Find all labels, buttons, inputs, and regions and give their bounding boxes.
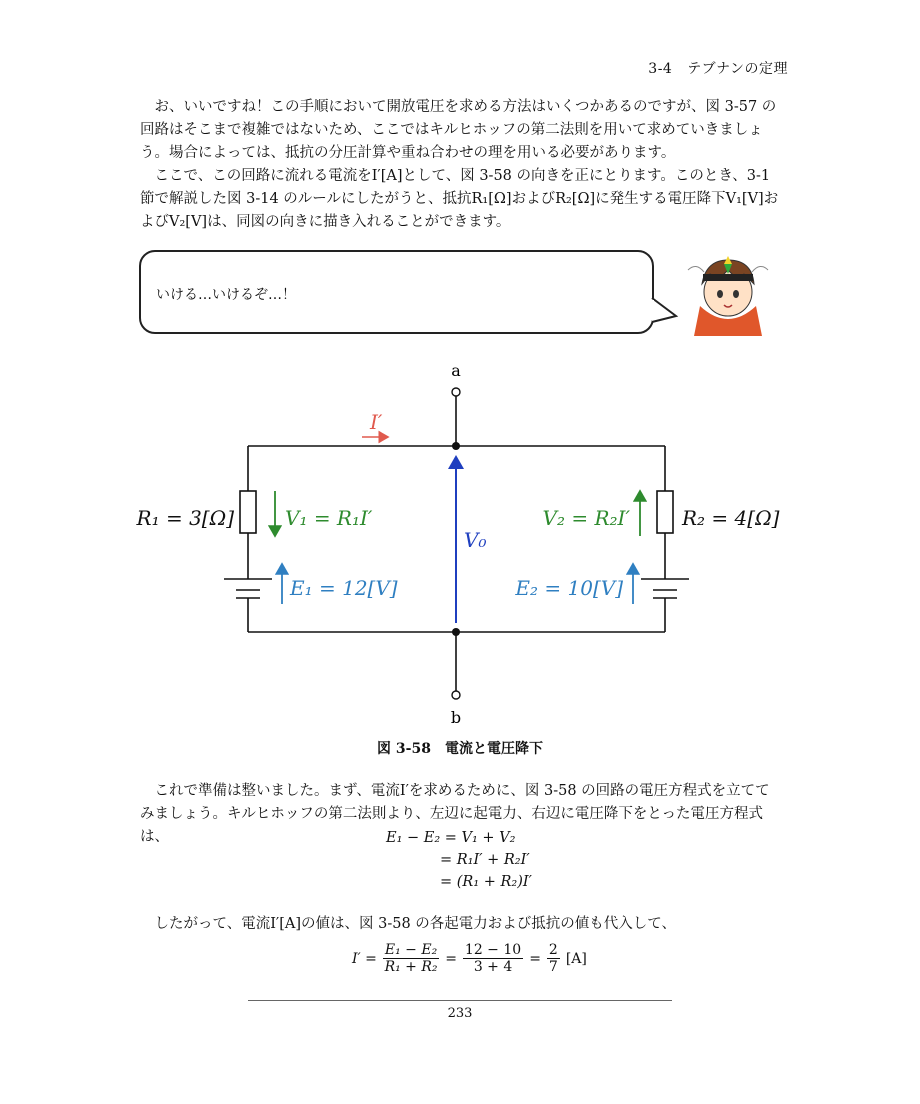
speech-bubble-tail bbox=[650, 296, 680, 326]
label-e2: E₂ = 10[V] bbox=[515, 576, 623, 600]
paragraph-2: ここで、この回路に流れる電流をI′[A]として、図 3-58 の向きを正にとります。このとき、3-1 節で解説した図 3-14 のルールにしたがうと、抵抗R₁[Ω]およびR₂[Ω]に発生する電圧降下V₁[V]およびV₂[V]は、同図の向きに描き入れることができます。 bbox=[140, 168, 779, 230]
terminal-a bbox=[452, 388, 460, 396]
battery-e2 bbox=[641, 579, 689, 598]
speech-text: いける…いけるぞ…！ bbox=[156, 287, 296, 303]
body-text-final bbox=[140, 913, 780, 936]
label-current: I′ bbox=[370, 410, 383, 434]
equation-line-2: = R₁I′ + R₂I′ bbox=[440, 852, 530, 868]
fraction-2-num: 12 − 10 bbox=[464, 942, 522, 958]
figure-caption: 図 3-58 電流と電圧降下 bbox=[377, 741, 543, 757]
label-v0: V₀ bbox=[464, 528, 487, 552]
final-lhs: I′ = bbox=[352, 950, 377, 967]
running-header bbox=[648, 58, 788, 78]
label-node-b: b bbox=[450, 708, 462, 727]
resistor-r2 bbox=[657, 491, 673, 533]
fraction-1 bbox=[383, 942, 439, 975]
junction-top bbox=[452, 442, 460, 450]
fraction-1-den: R₁ + R₂ bbox=[384, 959, 438, 975]
label-v2: V₂ = R₂I′ bbox=[542, 506, 630, 530]
label-node-a: a bbox=[451, 361, 461, 380]
equation-line-1: E₁ − E₂ = V₁ + V₂ bbox=[386, 830, 516, 846]
fraction-3-den: 7 bbox=[548, 959, 558, 975]
equals-sign-2: = bbox=[529, 950, 541, 967]
fraction-2-den: 3 + 4 bbox=[473, 959, 513, 975]
fraction-1-num: E₁ − E₂ bbox=[384, 942, 438, 958]
footer-rule bbox=[248, 1000, 672, 1001]
label-r2: R₂ = 4[Ω] bbox=[682, 506, 780, 530]
fraction-3 bbox=[547, 942, 560, 975]
fraction-3-num: 2 bbox=[548, 942, 558, 958]
paragraph-1: お、いいですね！この手順において開放電圧を求める方法はいくつかあるのですが、図 3-57 の回路はそこまで複雑ではないため、ここではキルヒホッフの第二法則を用いて求めていきましょう。場合によっては、抵抗の分圧計算や重ね合わせの理を用いる必要があります。 bbox=[140, 99, 777, 161]
fraction-2 bbox=[463, 942, 523, 975]
paragraph-4: したがって、電流I′[A]の値は、図 3-58 の各起電力および抵抗の値も代入して、 bbox=[154, 916, 677, 932]
unit-label: [A] bbox=[565, 950, 587, 967]
page-number: 233 bbox=[447, 1006, 473, 1021]
label-e1: E₁ = 12[V] bbox=[290, 576, 398, 600]
final-equation bbox=[352, 942, 587, 975]
header-title: テブナンの定理 bbox=[687, 61, 788, 77]
label-r1: R₁ = 3[Ω] bbox=[136, 506, 234, 530]
header-section: 3-4 bbox=[648, 61, 673, 77]
battery-e1 bbox=[224, 579, 272, 598]
equation-line-3: = (R₁ + R₂)I′ bbox=[440, 874, 532, 890]
label-v1: V₁ = R₁I′ bbox=[285, 506, 373, 530]
junction-bottom bbox=[452, 628, 460, 636]
resistor-r1 bbox=[240, 491, 256, 533]
circuit-diagram bbox=[130, 355, 800, 727]
terminal-b bbox=[452, 691, 460, 699]
paragraph-3: これで準備は整いました。まず、電流I′を求めるために、図 3-58 の回路の電圧方程式を立ててみましょう。キルヒホッフの第二法則より、左辺に起電力、右辺に電圧降下をとった電圧方程式は、 bbox=[140, 783, 770, 845]
character-illustration bbox=[686, 250, 770, 336]
body-text-top bbox=[140, 96, 780, 234]
equals-sign-1: = bbox=[445, 950, 457, 967]
